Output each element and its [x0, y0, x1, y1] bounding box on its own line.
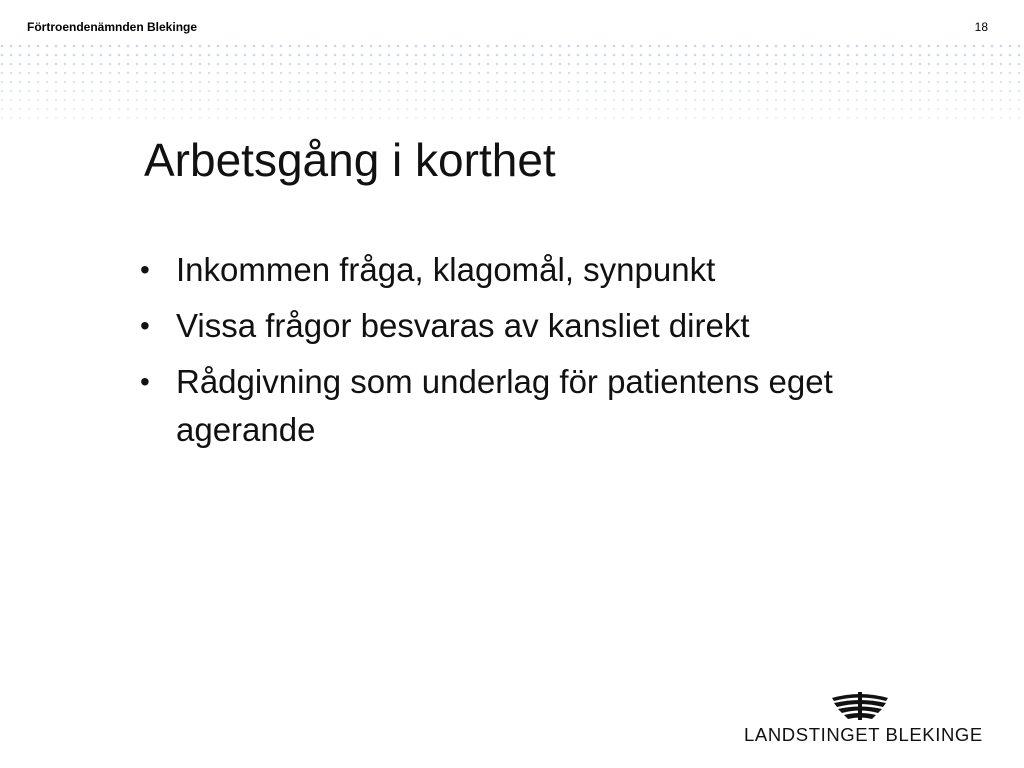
ship-emblem-icon: [828, 692, 892, 720]
bullet-icon: •: [140, 366, 150, 397]
slide-header: [0, 0, 1024, 46]
bullet-text: Rådgivning som underlag för patientens eget agerande: [176, 363, 833, 448]
bullet-icon: •: [140, 310, 150, 341]
bullet-text: Inkommen fråga, klagomål, synpunkt: [176, 251, 716, 288]
bullet-text: Vissa frågor besvaras av kansliet direkt: [176, 307, 750, 344]
bullet-icon: •: [140, 254, 150, 285]
decorative-dot-pattern: [0, 44, 1024, 124]
list-item: [138, 358, 918, 454]
bullet-list: [138, 246, 918, 462]
list-item: [138, 246, 918, 294]
logo-text: LANDSTINGET BLEKINGE: [744, 724, 983, 745]
organization-name: Förtroendenämnden Blekinge: [27, 20, 198, 34]
list-item: [138, 302, 918, 350]
landstinget-blekinge-logo: [744, 686, 984, 748]
slide-number: 18: [974, 20, 988, 34]
slide-title: Arbetsgång i korthet: [144, 134, 556, 186]
